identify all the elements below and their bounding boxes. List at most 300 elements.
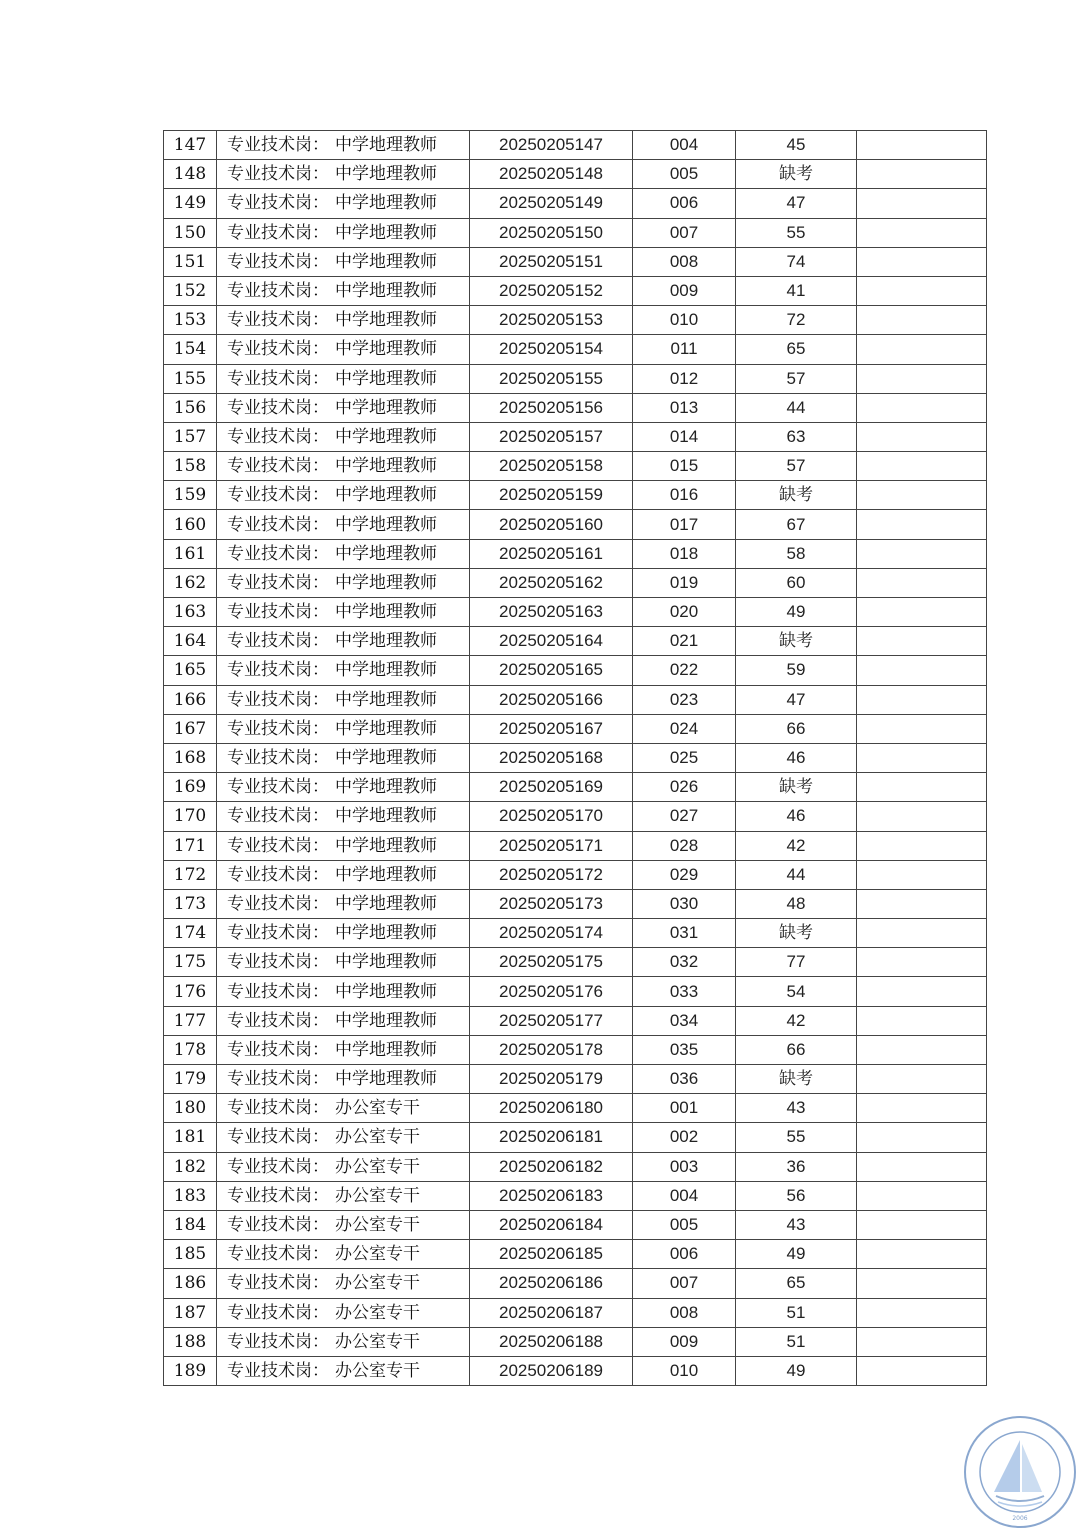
score-cell: 42	[736, 831, 857, 860]
position-title: 中学地理教师	[335, 164, 437, 185]
seat-number: 009	[633, 1327, 736, 1356]
remark-cell	[857, 627, 987, 656]
ticket-number: 20250205178	[470, 1035, 633, 1064]
row-index: 158	[164, 452, 217, 481]
remark-cell	[857, 977, 987, 1006]
row-index: 176	[164, 977, 217, 1006]
table-row	[164, 247, 987, 276]
seat-number: 034	[633, 1006, 736, 1035]
ticket-number: 20250205161	[470, 539, 633, 568]
score-cell: 66	[736, 1035, 857, 1064]
position-category: 专业技术岗：	[227, 1010, 329, 1031]
table-row	[164, 598, 987, 627]
table-row	[164, 1327, 987, 1356]
table-row	[164, 131, 987, 160]
remark-cell	[857, 1181, 987, 1210]
seat-number: 011	[633, 335, 736, 364]
position-cell	[217, 1210, 470, 1239]
ticket-number: 20250205171	[470, 831, 633, 860]
score-cell: 48	[736, 889, 857, 918]
position-title: 中学地理教师	[335, 893, 437, 914]
score-cell: 49	[736, 1356, 857, 1385]
ticket-number: 20250205159	[470, 481, 633, 510]
remark-cell	[857, 568, 987, 597]
position-cell	[217, 831, 470, 860]
score-cell: 缺考	[736, 919, 857, 948]
seat-number: 015	[633, 452, 736, 481]
position-title: 中学地理教师	[335, 193, 437, 214]
school-seal-icon	[962, 1414, 1078, 1530]
row-index: 155	[164, 364, 217, 393]
table-row	[164, 160, 987, 189]
seat-number: 016	[633, 481, 736, 510]
position-category: 专业技术岗：	[227, 893, 329, 914]
position-title: 中学地理教师	[335, 251, 437, 272]
seat-number: 036	[633, 1065, 736, 1094]
table-row	[164, 1356, 987, 1385]
seat-number: 007	[633, 218, 736, 247]
score-table-body	[164, 131, 987, 1386]
seat-number: 005	[633, 1210, 736, 1239]
position-category: 专业技术岗：	[227, 1098, 329, 1119]
position-cell	[217, 714, 470, 743]
position-title: 办公室专干	[335, 1273, 420, 1294]
position-cell	[217, 1298, 470, 1327]
position-cell	[217, 1006, 470, 1035]
position-cell	[217, 743, 470, 772]
seat-number: 014	[633, 422, 736, 451]
seat-number: 010	[633, 306, 736, 335]
position-category: 专业技术岗：	[227, 1127, 329, 1148]
position-title: 中学地理教师	[335, 310, 437, 331]
score-cell: 46	[736, 743, 857, 772]
remark-cell	[857, 510, 987, 539]
ticket-number: 20250205164	[470, 627, 633, 656]
ticket-number: 20250205170	[470, 802, 633, 831]
score-cell: 54	[736, 977, 857, 1006]
remark-cell	[857, 1210, 987, 1239]
seat-number: 006	[633, 1240, 736, 1269]
position-category: 专业技术岗：	[227, 251, 329, 272]
ticket-number: 20250205175	[470, 948, 633, 977]
ticket-number: 20250206184	[470, 1210, 633, 1239]
position-category: 专业技术岗：	[227, 1331, 329, 1352]
position-category: 专业技术岗：	[227, 631, 329, 652]
position-category: 专业技术岗：	[227, 1215, 329, 1236]
remark-cell	[857, 335, 987, 364]
remark-cell	[857, 1240, 987, 1269]
seat-number: 004	[633, 131, 736, 160]
position-title: 中学地理教师	[335, 543, 437, 564]
table-row	[164, 335, 987, 364]
position-title: 办公室专干	[335, 1215, 420, 1236]
row-index: 173	[164, 889, 217, 918]
remark-cell	[857, 656, 987, 685]
position-category: 专业技术岗：	[227, 864, 329, 885]
position-category: 专业技术岗：	[227, 1069, 329, 1090]
row-index: 149	[164, 189, 217, 218]
remark-cell	[857, 1298, 987, 1327]
position-category: 专业技术岗：	[227, 514, 329, 535]
row-index: 167	[164, 714, 217, 743]
table-row	[164, 306, 987, 335]
position-category: 专业技术岗：	[227, 1302, 329, 1323]
ticket-number: 20250205155	[470, 364, 633, 393]
table-row	[164, 802, 987, 831]
position-category: 专业技术岗：	[227, 456, 329, 477]
row-index: 157	[164, 422, 217, 451]
seat-number: 033	[633, 977, 736, 1006]
score-cell: 缺考	[736, 160, 857, 189]
seat-number: 001	[633, 1094, 736, 1123]
remark-cell	[857, 1094, 987, 1123]
ticket-number: 20250206187	[470, 1298, 633, 1327]
ticket-number: 20250205149	[470, 189, 633, 218]
row-index: 153	[164, 306, 217, 335]
ticket-number: 20250205150	[470, 218, 633, 247]
position-cell	[217, 860, 470, 889]
ticket-number: 20250205151	[470, 247, 633, 276]
position-title: 中学地理教师	[335, 602, 437, 623]
position-title: 中学地理教师	[335, 397, 437, 418]
remark-cell	[857, 276, 987, 305]
position-category: 专业技术岗：	[227, 1273, 329, 1294]
score-cell: 63	[736, 422, 857, 451]
seat-number: 013	[633, 393, 736, 422]
seat-number: 017	[633, 510, 736, 539]
remark-cell	[857, 481, 987, 510]
table-row	[164, 276, 987, 305]
position-title: 中学地理教师	[335, 1069, 437, 1090]
score-cell: 缺考	[736, 773, 857, 802]
position-category: 专业技术岗：	[227, 981, 329, 1002]
seat-number: 012	[633, 364, 736, 393]
remark-cell	[857, 131, 987, 160]
position-cell	[217, 1327, 470, 1356]
score-cell: 74	[736, 247, 857, 276]
score-cell: 57	[736, 364, 857, 393]
position-cell	[217, 1123, 470, 1152]
position-category: 专业技术岗：	[227, 135, 329, 156]
ticket-number: 20250206181	[470, 1123, 633, 1152]
seat-number: 005	[633, 160, 736, 189]
remark-cell	[857, 714, 987, 743]
row-index: 159	[164, 481, 217, 510]
score-cell: 47	[736, 189, 857, 218]
seat-number: 018	[633, 539, 736, 568]
position-category: 专业技术岗：	[227, 689, 329, 710]
row-index: 179	[164, 1065, 217, 1094]
table-row	[164, 1210, 987, 1239]
position-title: 中学地理教师	[335, 748, 437, 769]
position-cell	[217, 889, 470, 918]
position-cell	[217, 1181, 470, 1210]
seat-number: 035	[633, 1035, 736, 1064]
seat-number: 004	[633, 1181, 736, 1210]
position-cell	[217, 977, 470, 1006]
seat-number: 008	[633, 247, 736, 276]
position-category: 专业技术岗：	[227, 222, 329, 243]
seat-number: 028	[633, 831, 736, 860]
row-index: 178	[164, 1035, 217, 1064]
position-title: 中学地理教师	[335, 1010, 437, 1031]
position-cell	[217, 539, 470, 568]
position-title: 办公室专干	[335, 1156, 420, 1177]
seat-number: 022	[633, 656, 736, 685]
score-cell: 72	[736, 306, 857, 335]
position-category: 专业技术岗：	[227, 718, 329, 739]
remark-cell	[857, 743, 987, 772]
score-cell: 51	[736, 1327, 857, 1356]
position-category: 专业技术岗：	[227, 543, 329, 564]
position-title: 中学地理教师	[335, 456, 437, 477]
position-category: 专业技术岗：	[227, 310, 329, 331]
position-cell	[217, 160, 470, 189]
score-cell: 57	[736, 452, 857, 481]
remark-cell	[857, 189, 987, 218]
position-title: 办公室专干	[335, 1098, 420, 1119]
score-cell: 缺考	[736, 481, 857, 510]
position-category: 专业技术岗：	[227, 1185, 329, 1206]
seat-number: 024	[633, 714, 736, 743]
ticket-number: 20250205166	[470, 685, 633, 714]
row-index: 161	[164, 539, 217, 568]
score-cell: 43	[736, 1094, 857, 1123]
seat-number: 006	[633, 189, 736, 218]
row-index: 177	[164, 1006, 217, 1035]
position-cell	[217, 393, 470, 422]
score-cell: 42	[736, 1006, 857, 1035]
position-title: 中学地理教师	[335, 426, 437, 447]
table-row	[164, 919, 987, 948]
position-cell	[217, 1065, 470, 1094]
position-cell	[217, 422, 470, 451]
ticket-number: 20250206186	[470, 1269, 633, 1298]
remark-cell	[857, 393, 987, 422]
svg-text:2006: 2006	[1012, 1515, 1028, 1522]
score-cell: 55	[736, 1123, 857, 1152]
row-index: 180	[164, 1094, 217, 1123]
position-cell	[217, 948, 470, 977]
score-cell: 65	[736, 1269, 857, 1298]
table-row	[164, 189, 987, 218]
position-category: 专业技术岗：	[227, 281, 329, 302]
ticket-number: 20250205147	[470, 131, 633, 160]
table-row	[164, 714, 987, 743]
position-cell	[217, 510, 470, 539]
position-cell	[217, 364, 470, 393]
position-title: 中学地理教师	[335, 864, 437, 885]
position-cell	[217, 773, 470, 802]
position-title: 中学地理教师	[335, 514, 437, 535]
position-title: 中学地理教师	[335, 135, 437, 156]
ticket-number: 20250205169	[470, 773, 633, 802]
row-index: 148	[164, 160, 217, 189]
table-row	[164, 568, 987, 597]
position-title: 中学地理教师	[335, 368, 437, 389]
row-index: 166	[164, 685, 217, 714]
position-cell	[217, 247, 470, 276]
ticket-number: 20250206182	[470, 1152, 633, 1181]
seat-number: 002	[633, 1123, 736, 1152]
table-row	[164, 1181, 987, 1210]
seat-number: 007	[633, 1269, 736, 1298]
remark-cell	[857, 306, 987, 335]
score-cell: 56	[736, 1181, 857, 1210]
position-category: 专业技术岗：	[227, 1039, 329, 1060]
table-row	[164, 422, 987, 451]
table-row	[164, 1269, 987, 1298]
score-cell: 43	[736, 1210, 857, 1239]
row-index: 188	[164, 1327, 217, 1356]
remark-cell	[857, 1123, 987, 1152]
ticket-number: 20250205176	[470, 977, 633, 1006]
score-cell: 55	[736, 218, 857, 247]
row-index: 162	[164, 568, 217, 597]
seal-graphic	[962, 1414, 1078, 1530]
ticket-number: 20250205179	[470, 1065, 633, 1094]
position-title: 中学地理教师	[335, 485, 437, 506]
table-row	[164, 1240, 987, 1269]
seat-number: 025	[633, 743, 736, 772]
position-cell	[217, 1269, 470, 1298]
position-cell	[217, 1035, 470, 1064]
ticket-number: 20250205165	[470, 656, 633, 685]
row-index: 156	[164, 393, 217, 422]
position-category: 专业技术岗：	[227, 660, 329, 681]
position-title: 中学地理教师	[335, 952, 437, 973]
row-index: 150	[164, 218, 217, 247]
position-title: 中学地理教师	[335, 806, 437, 827]
ticket-number: 20250205153	[470, 306, 633, 335]
position-category: 专业技术岗：	[227, 339, 329, 360]
table-row	[164, 627, 987, 656]
position-title: 中学地理教师	[335, 339, 437, 360]
ticket-number: 20250205154	[470, 335, 633, 364]
ticket-number: 20250205156	[470, 393, 633, 422]
position-category: 专业技术岗：	[227, 426, 329, 447]
ticket-number: 20250205167	[470, 714, 633, 743]
table-row	[164, 1035, 987, 1064]
score-cell: 46	[736, 802, 857, 831]
position-cell	[217, 335, 470, 364]
table-row	[164, 481, 987, 510]
seat-number: 023	[633, 685, 736, 714]
row-index: 187	[164, 1298, 217, 1327]
row-index: 154	[164, 335, 217, 364]
seat-number: 019	[633, 568, 736, 597]
table-row	[164, 977, 987, 1006]
table-row	[164, 452, 987, 481]
position-title: 办公室专干	[335, 1244, 420, 1265]
position-title: 中学地理教师	[335, 835, 437, 856]
position-title: 办公室专干	[335, 1331, 420, 1352]
score-cell: 47	[736, 685, 857, 714]
row-index: 189	[164, 1356, 217, 1385]
position-cell	[217, 656, 470, 685]
score-cell: 49	[736, 598, 857, 627]
position-category: 专业技术岗：	[227, 164, 329, 185]
score-cell: 77	[736, 948, 857, 977]
ticket-number: 20250205172	[470, 860, 633, 889]
position-cell	[217, 1356, 470, 1385]
remark-cell	[857, 1035, 987, 1064]
ticket-number: 20250205152	[470, 276, 633, 305]
score-cell: 缺考	[736, 627, 857, 656]
table-row	[164, 364, 987, 393]
position-cell	[217, 627, 470, 656]
position-cell	[217, 1094, 470, 1123]
position-cell	[217, 1152, 470, 1181]
position-category: 专业技术岗：	[227, 748, 329, 769]
seat-number: 003	[633, 1152, 736, 1181]
position-title: 办公室专干	[335, 1360, 420, 1381]
table-row	[164, 860, 987, 889]
position-title: 中学地理教师	[335, 923, 437, 944]
position-title: 中学地理教师	[335, 222, 437, 243]
position-title: 办公室专干	[335, 1127, 420, 1148]
seat-number: 020	[633, 598, 736, 627]
row-index: 163	[164, 598, 217, 627]
remark-cell	[857, 1356, 987, 1385]
ticket-number: 20250205177	[470, 1006, 633, 1035]
position-category: 专业技术岗：	[227, 777, 329, 798]
table-row	[164, 218, 987, 247]
ticket-number: 20250206180	[470, 1094, 633, 1123]
table-row	[164, 1006, 987, 1035]
seat-number: 009	[633, 276, 736, 305]
seat-number: 026	[633, 773, 736, 802]
position-category: 专业技术岗：	[227, 1244, 329, 1265]
ticket-number: 20250205160	[470, 510, 633, 539]
score-cell: 51	[736, 1298, 857, 1327]
row-index: 164	[164, 627, 217, 656]
row-index: 160	[164, 510, 217, 539]
table-row	[164, 743, 987, 772]
position-category: 专业技术岗：	[227, 923, 329, 944]
table-row	[164, 1094, 987, 1123]
position-title: 中学地理教师	[335, 1039, 437, 1060]
remark-cell	[857, 860, 987, 889]
position-cell	[217, 276, 470, 305]
position-cell	[217, 306, 470, 335]
position-title: 中学地理教师	[335, 631, 437, 652]
table-row	[164, 889, 987, 918]
row-index: 165	[164, 656, 217, 685]
position-category: 专业技术岗：	[227, 602, 329, 623]
position-category: 专业技术岗：	[227, 193, 329, 214]
score-cell: 44	[736, 393, 857, 422]
seat-number: 032	[633, 948, 736, 977]
row-index: 170	[164, 802, 217, 831]
remark-cell	[857, 160, 987, 189]
position-cell	[217, 802, 470, 831]
seat-number: 010	[633, 1356, 736, 1385]
remark-cell	[857, 1327, 987, 1356]
remark-cell	[857, 218, 987, 247]
remark-cell	[857, 919, 987, 948]
row-index: 184	[164, 1210, 217, 1239]
row-index: 168	[164, 743, 217, 772]
position-cell	[217, 481, 470, 510]
remark-cell	[857, 831, 987, 860]
table-row	[164, 539, 987, 568]
score-cell: 缺考	[736, 1065, 857, 1094]
row-index: 152	[164, 276, 217, 305]
position-cell	[217, 598, 470, 627]
row-index: 182	[164, 1152, 217, 1181]
remark-cell	[857, 247, 987, 276]
